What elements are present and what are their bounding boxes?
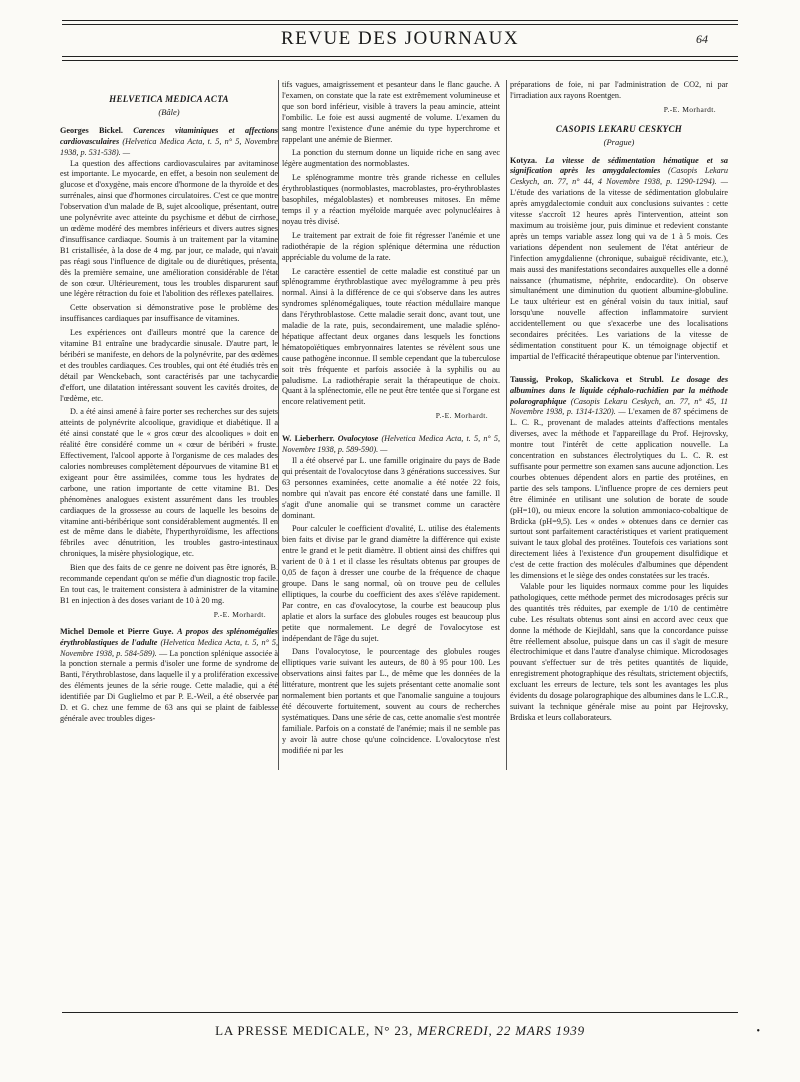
- article-header: [60, 126, 278, 159]
- article-paragraph: L'étude des variations de la vitesse de sédimentation globulaire après amygdalectomie conduit aux conclusions suivantes : cette vitesse s'accroît 12 heures après l'intervention, atteint son maximum au troisième jour, puis diminue et redevient constante après un temps variable assez long qui va de 1 à 5 mois. Ces variations dépendent non seulement de l'état antérieur de l'infection amygdalienne (chronique, subaiguë récidivante, etc.), mais aussi des manifestations secondaires auxquelles elle a donné naissance (rhumatisme, néphrite, endocardite). On observe simultanément une diminution du quotient albumine-globuline. Le taux ultérieur est en général voisin du taux initial, sauf lorsqu'une nouvelle affection inflammatoire survient accidentellement ou que s'exacerbe une des localisations secondaires précitées. Les variations de la vitesse de sédimentation constituent pour K. un témoignage objectif et impartial de l'efficacité thérapeutique obtenue par l'intervention.: [510, 188, 728, 361]
- article-paragraph: L'examen de 87 spécimens de L. C. R., provenant de malades atteints d'affections mentales diverses, avec la méthode et l'appareillage du Prof. Hejrovsky, montre tout l'intérêt de cette application nouvelle. La concentration en substances électrolytiques du L. C. R. est suffisante pour permettre son examen sans aucune adjonction. Les courbes obtenues dépendent alors en partie des protéines, en partie des sels tampons. L'influence propre de ces derniers peut être éliminée en utilisant une solution de borate de soude (pH=10), ou mieux encore la solution ammoniaco-cobaltique de Brdicka (pH=9,5). Les « ondes » obtenues dans ce dernier cas surtout sont parfaitement caractéristiques et varient pratiquement suivant le taux global des protéines. Toutefois ces variations sont directement liées à l'existence d'un groupement disulfidique et c'est de cette fraction des molécules d'albumines que dépendent les dimensions et le siège des ondes constatées sur les tracés.: [510, 407, 728, 581]
- article-paragraph: Le traitement par extrait de foie fit régresser l'anémie et une radiothérapie de la région splénique détermina une réduction appréciable du volume de la rate.: [282, 230, 500, 262]
- article-paragraph: préparations de foie, ni par l'administration de CO2, ni par l'irradiation aux rayons Roentgen.: [510, 80, 728, 100]
- column-1: [60, 80, 278, 800]
- article-paragraph: Il a été observé par L. une famille originaire du pays de Bade qui présentait de l'ovalocytose dans 3 générations successives. Sur 63 personnes examinées, cette anomalie a été notée 22 fois, nombre qui n'avait pas encore été constaté dans une famille. Il s'agit d'une anomalie qui se transmet comme un caractère dominant.: [282, 456, 500, 520]
- article-paragraph: Le caractère essentiel de cette maladie est constitué par un splénogramme érythroblastique avec myélogramme à peu près normal. Ainsi à la différence de ce qui s'observe dans les autres syndromes splénomégaliques, toute réaction médullaire manque dans l'érythroblastose. Cette maladie serait donc, avant tout, une maladie de la rate, puis, secondairement, une maladie spléno-hépatique affectant deux organes dans lesquels les fonctions hématopoïétiques embryonnaires latentes se révèlent sous une cause pathogène inconnue. Il semble cependant que la tuberculose soit très fréquente et parfois associée à la syphilis ou au paludisme. La radiothérapie serait la thérapeutique de choix. Quant à la splénectomie, elle ne peut être tentée que si l'organe est encore relativement petit.: [282, 266, 500, 407]
- article-authors: Taussig, Prokop, Skalickova et Strubl.: [510, 374, 664, 384]
- article-header: [510, 156, 728, 363]
- article-paragraph: Valable pour les liquides normaux comme pour les liquides pathologiques, cette méthode permet des microdosages précis sur des quantités très réduites, par exemple de 1/10 de centimètre cube. Les résultats obtenus sont ainsi en accord avec ceux que donne la méthode de Kiejldahl, sans que la concordance puisse être réellement absolue, puisque dans un cas il s'agit de mesure électrochimique et dans l'autre d'analyse chimique. Microdosages pouvant s'effectuer sur de très petites quantités de liquide, enregistrement photographique des résultats, strictement objectifs, excluant les erreurs de lecture, tels sont les avantages les plus évidents du dosage polarographique des albumines dans le L.C.R., suivant la technique générale mise au point par Hejrovsky, Brdiska et leurs collaborateurs.: [510, 581, 728, 722]
- page-number: 64: [696, 32, 708, 46]
- article-paragraph: La ponction du sternum donne un liquide riche en sang avec légère augmentation des normoblastes.: [282, 148, 500, 169]
- footer-date: MERCREDI, 22 MARS 1939: [417, 1023, 585, 1038]
- bullet-mark: •: [756, 1026, 760, 1037]
- article-authors: Georges Bickel.: [60, 125, 123, 135]
- article-title: Carences vitaminiques et affections cardiovasculaires: [60, 125, 278, 146]
- header-rule-top-2: [62, 24, 738, 25]
- article-title: Ovalocytose: [337, 434, 379, 444]
- article-title: Le dosage des albumines dans le liquide céphalo-rachidien par la méthode polarographique: [510, 374, 728, 406]
- article-header: [510, 375, 728, 582]
- column-3: [510, 80, 728, 800]
- column-divider: [506, 80, 507, 770]
- signature: P.-E. Morhardt.: [213, 609, 266, 619]
- section-subtitle: (Bâle): [158, 106, 180, 117]
- article-paragraph: Bien que des faits de ce genre ne doivent pas être ignorés, B. recommande cependant qu'on se méfie d'un diagnostic trop facile. En tout cas, le traitement consistera à administrer de la vitamine B1 en injection à des doses variant de 10 à 20 mg.: [60, 563, 278, 605]
- header-rule-bottom: [62, 56, 738, 57]
- article-title: A propos des splénomégalies érythroblastiques de l'adulte: [60, 626, 278, 647]
- column-divider: [278, 80, 279, 770]
- article-paragraph: Cette observation si démonstrative pose le problème des insuffisances cardiaques par insuffisance de vitamines.: [60, 303, 278, 324]
- article-paragraph: — La ponction splénique associée à la ponction sternale a permis d'isoler une forme de syndrome de Banti, l'érythroblastose, dans laquelle il y a prolifération excessive des éléments jeunes de la série rouge. Cette maladie, qui a été identifiée par Di Guglielmo et par P. E.-Weil, a été observée par D. et G. chez une femme de 63 ans qui se plaint de faiblesse générale avec troubles diges-: [60, 648, 278, 723]
- article-reference: (Helvetica Medica Acta, t. 5, n° 5, Novembre 1938, p. 584-589).: [60, 637, 278, 658]
- section-subtitle: (Prague): [603, 136, 635, 147]
- article-paragraph: Le splénogramme montre très grande richesse en cellules érythroblastiques (normoblastes, macroblastes, pro-érythroblastes basophiles, mégaloblastes) et nombreuses mitoses. En même temps il y a réaction myéloïde marquée avec polynucléaires à noyau très divisé.: [282, 173, 500, 226]
- article-reference: (Casopis Lekaru Ceskych, an. 77, n° 45, 11 Novembre 1938, p. 1314-1320). —: [510, 396, 728, 417]
- article-authors: Michel Demole et Pierre Guye.: [60, 626, 174, 636]
- article-reference: (Casopis Lekaru Ceskych, an. 77, n° 44, 4 Novembre 1938, p. 1290-1294). —: [510, 166, 728, 187]
- article-paragraph: La question des affections cardiovasculaires par avitaminose est importante. Le myocarde, en effet, a besoin non seulement de glucose et d'oxygène, mais encore d'hormone de la thyroïde et des surrénales, ainsi que d'hormones circulatoires. C'est ce que montre l'observation d'un malade de B, sujet alcoolique, présentant, outre une polynévrite avec atteinte du psychisme et début de cirrhose, un œdème modéré des membres inférieurs et divers autres signes d'insuffisance cardiaque. Soumis à un traitement par la vitamine B1 cristallisée, à la dose de 4 mg. par jour, ce malade, qui n'avait pas réagi sous l'influence de digitale ou de diurétiques, présenta, dès la première semaine, une amélioration considérable de l'état de son cœur. Ultérieurement, tous les troubles disparurent sauf une légère rétraction du foie et l'abolition des réflexes patellaires.: [60, 158, 278, 299]
- article-authors: W. Lieberherr.: [282, 434, 335, 444]
- section-title: HELVETICA MEDICA ACTA: [109, 94, 229, 104]
- footer: [0, 1023, 800, 1039]
- header-rule-top: [62, 20, 738, 21]
- footer-journal: LA PRESSE MEDICALE, N° 23,: [215, 1023, 414, 1038]
- article-reference: (Helvetica Medica Acta, t. 5, n° 5, Novembre 1938, p. 589-590). —: [282, 434, 500, 455]
- signature: P.-E. Morhardt.: [435, 411, 488, 421]
- signature: P.-E. Morhardt.: [663, 104, 716, 114]
- article-paragraph: D. a été ainsi amené à faire porter ses recherches sur des sujets atteints de polynévrite alcoolique, gravidique et diabétique. Il a été ainsi constaté que le « gros cœur des alcooliques » doit en réalité être considéré comme un « cœur de béribéri » fruste. Effectivement, l'alcool apporte à l'organisme de ces malades des calories nombreuses complètement dépourvues de vitamine B1 et exigeant pour être assimilées, comme tous les hydrates de carbone, une ration importante de cette vitamine B1. Des phénomènes analogues existent assurément dans les troubles cardiaques de la grossesse au cours de laquelle les besoins de vitamine anti-béribérique sont considérablement augmentés. Il en est de même dans le diabète, l'hyperthyroïdisme, les affections fébriles avec dénutrition, les troubles gastro-intestinaux chroniques, la misère physiologique, etc.: [60, 407, 278, 559]
- journal-section-title: REVUE DES JOURNAUX: [280, 28, 520, 49]
- article-title: La vitesse de sédimentation hématique et sa signification après les amygdalectomies: [510, 155, 728, 176]
- article-paragraph: Pour calculer le coefficient d'ovalité, L. utilise des étalements bien faits et divise par le grand diamètre la différence qui existe entre le grand et le petit diamètre. Il obtient ainsi des chiffres qui varient de 0 à 1 et il classe les résultats obtenus par groupes de 0,05 de façon à dresser une courbe de la fréquence de chaque groupe. Dans le sang normal, où on trouve peu de cellules elliptiques, la courbe du coefficient des axes s'élève rapidement. Par contre, en cas d'ovalocytose, la courbe est beaucoup plus aplatie et alors la surface des globules rouges est beaucoup plus petite que normalement. Le degré de l'ovalocytose est indépendant de l'âge du sujet.: [282, 524, 500, 643]
- footer-rule: [62, 1012, 738, 1013]
- article-paragraph: Les expériences ont d'ailleurs montré que la carence de vitamine B1 entraîne une bradycardie sinusale. D'autre part, le béribéri se manifeste, en dehors de la polynévrite, par des œdèmes et des troubles cardiaques. Ces troubles, qui ont été étudiés très en détail par Wenckebach, sont caractérisés par une tachycardie d'effort, une dilatation intéressant souvent les cavités droites, de l'œdème, etc.: [60, 328, 278, 403]
- article-paragraph: tifs vagues, amaigrissement et pesanteur dans le flanc gauche. A l'examen, on constate que la rate est extrêmement volumineuse et que son bord inférieur, visible à travers la peau amincie, atteint l'ombilic. Le foie est aussi augmenté de volume. L'examen du sang montre l'existence d'une anémie du type hyperchrome et rappelant une anémie de Biermer.: [282, 80, 500, 144]
- article-reference: (Helvetica Medica Acta, t. 5, n° 5, Novembre 1938, p. 531-538). —: [60, 136, 278, 157]
- article-authors: Kotyza.: [510, 155, 538, 165]
- column-2: [282, 80, 500, 800]
- article-paragraph: Dans l'ovalocytose, le pourcentage des globules rouges elliptiques varie suivant les auteurs, de 80 à 95 pour 100. Les observations ainsi faites par L., de même que les données de la littérature, montrent que les sujets présentant cette anomalie sont normalement bien portants et que l'anomalie sanguine a toujours été découverte fortuitement, souvent au cours de recherches systématiques. Dans une série de cas, cette anomalie s'est montrée familiale. Parfois on a constaté de l'anémie; mais il ne semble pas y avoir là autre chose qu'une coïncidence. L'ovalocytose n'est modifiée ni par les: [282, 647, 500, 755]
- article-header: [282, 434, 500, 456]
- header-rule-bottom-2: [62, 60, 738, 61]
- article-header: [60, 627, 278, 725]
- section-title: CASOPIS LEKARU CESKYCH: [555, 123, 683, 134]
